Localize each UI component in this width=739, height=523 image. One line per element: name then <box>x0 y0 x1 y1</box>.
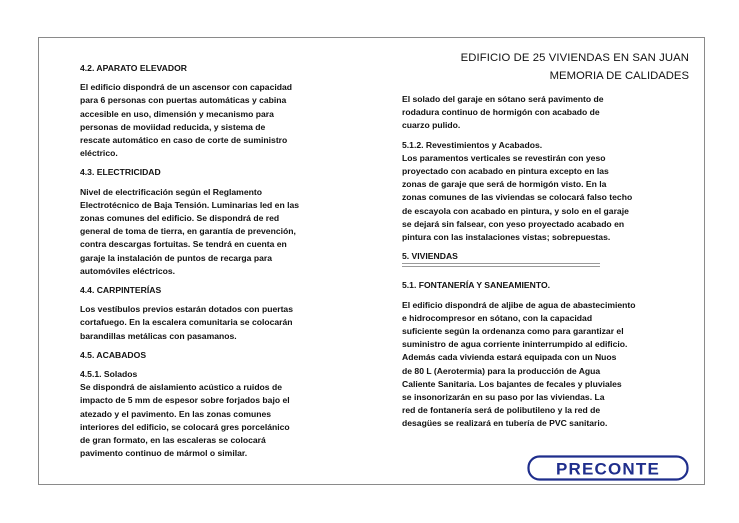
section-body-4-3 <box>80 186 322 278</box>
text-line: suficiente según la ordenanza como para garantizar el <box>402 326 624 337</box>
text-line: automóviles eléctricos. <box>80 265 176 276</box>
section-heading-4-3: 4.3. ELECTRICIDAD <box>80 167 161 178</box>
text-line: rodadura continuo de hormigón con acabado de <box>402 107 600 118</box>
left-column <box>80 62 322 460</box>
text-line: rescate automático en caso de corte de suministro <box>80 135 288 146</box>
text-line: Caliente Sanitaria. Los bajantes de fecales y pluviales <box>402 378 622 389</box>
text-line: garaje la instalación de puntos de recarga para <box>80 252 272 263</box>
text-line: atezado y el pavimento. En las zonas comunes <box>80 408 272 419</box>
text-line: proyectado con acabado en pintura excepto en las <box>402 166 609 177</box>
section-body-4-2 <box>80 81 322 160</box>
text-line: desagües se realizará en tubería de PVC sanitario. <box>402 418 608 429</box>
section-body-garage-floor <box>402 93 661 133</box>
text-line: El edificio dispondrá de aljibe de agua de abastecimiento <box>402 299 636 310</box>
text-line: cortafuego. En la escalera comunitaria se colocarán <box>80 317 293 328</box>
text-line: suministro de agua corriente ininterrumpido al edificio. <box>402 339 628 350</box>
text-line: impacto de 5 mm de espesor sobre forjados bajo el <box>80 395 290 406</box>
text-line: El solado del garaje en sótano será pavimento de <box>402 94 604 104</box>
text-line: pintura con las instalaciones vistas; sobrepuestas. <box>402 232 611 243</box>
text-line: e hidrocompresor en sótano, con la capacidad <box>402 312 593 323</box>
text-line: pavimento continuo de mármol o similar. <box>80 448 248 459</box>
preconte-logo <box>527 455 689 481</box>
right-column <box>402 93 661 431</box>
text-line: Electrotécnico de Baja Tensión. Luminarias led en las <box>80 199 300 210</box>
text-line: Los vestíbulos previos estarán dotados con puertas <box>80 304 293 315</box>
text-line: cuarzo pulido. <box>402 120 461 131</box>
text-line: red de fontanería será de polibutileno y la red de <box>402 405 601 416</box>
section-heading-4-2: 4.2. APARATO ELEVADOR <box>80 63 187 73</box>
text-line: de gran formato, en las escaleras se colocará <box>80 435 266 446</box>
logo-text: PRECONTE <box>555 459 661 479</box>
section-heading-4-5: 4.5. ACABADOS <box>80 349 147 360</box>
section-body-5-1 <box>402 299 661 431</box>
text-line: contra descargas fortuitas. Se tendrá en cuenta en <box>80 239 287 250</box>
text-line: para 6 personas con puertas automáticas y cabina <box>80 95 287 106</box>
document-subtitle: MEMORIA DE CALIDADES <box>549 70 689 82</box>
section-body-5-1-2 <box>402 152 661 244</box>
text-line: de 80 L (Aerotermia) para la producción de Agua <box>402 365 601 376</box>
text-line: zonas de garaje que será de hormigón visto. En la <box>402 179 607 190</box>
text-line: accesible en uso, dimensión y mecanismo para <box>80 108 274 119</box>
text-line: Se dispondrá de aislamiento acústico a ruidos de <box>80 382 283 393</box>
text-line: de escayola con acabado en pintura, y solo en el garaje <box>402 205 629 216</box>
text-line: El edificio dispondrá de un ascensor con capacidad <box>80 82 293 93</box>
section-divider <box>402 263 600 267</box>
text-line: personas de moviidad reducida, y sistema de <box>80 121 266 132</box>
section-body-4-5-1 <box>80 381 322 460</box>
text-line: se insonorizarán en su paso por las viviendas. La <box>402 392 605 403</box>
text-line: Nivel de electrificación según el Reglamento <box>80 186 262 197</box>
document-title: EDIFICIO DE 25 VIVIENDAS EN SAN JUAN <box>460 52 689 64</box>
section-heading-5-1: 5.1. FONTANERÍA Y SANEAMIENTO. <box>402 280 551 291</box>
section-heading-4-4: 4.4. CARPINTERÍAS <box>80 285 162 296</box>
text-line: barandillas metálicas con pasamanos. <box>80 330 237 341</box>
text-line: eléctrico. <box>80 148 118 159</box>
text-line: Los paramentos verticales se revestirán con yeso <box>402 152 606 163</box>
text-line: general de toma de tierra, en garantía de prevención, <box>80 226 296 237</box>
section-heading-4-5-1: 4.5.1. Solados <box>80 369 138 380</box>
text-line: Además cada vivienda estará equipada con un Nuos <box>402 352 617 363</box>
section-heading-5: 5. VIVIENDAS <box>402 251 458 262</box>
text-line: zonas comunes del edificio. Se dispondrá de red <box>80 213 280 224</box>
section-heading-5-1-2: 5.1.2. Revestimientos y Acabados. <box>402 139 543 150</box>
text-line: interiores del edificio, se colocará gres porcelánico <box>80 421 290 432</box>
text-line: se dejará sin falsear, con yeso proyectado acabado en <box>402 218 625 229</box>
section-body-4-4 <box>80 303 322 343</box>
text-line: zonas comunes de las viviendas se colocará falso techo <box>402 192 633 203</box>
